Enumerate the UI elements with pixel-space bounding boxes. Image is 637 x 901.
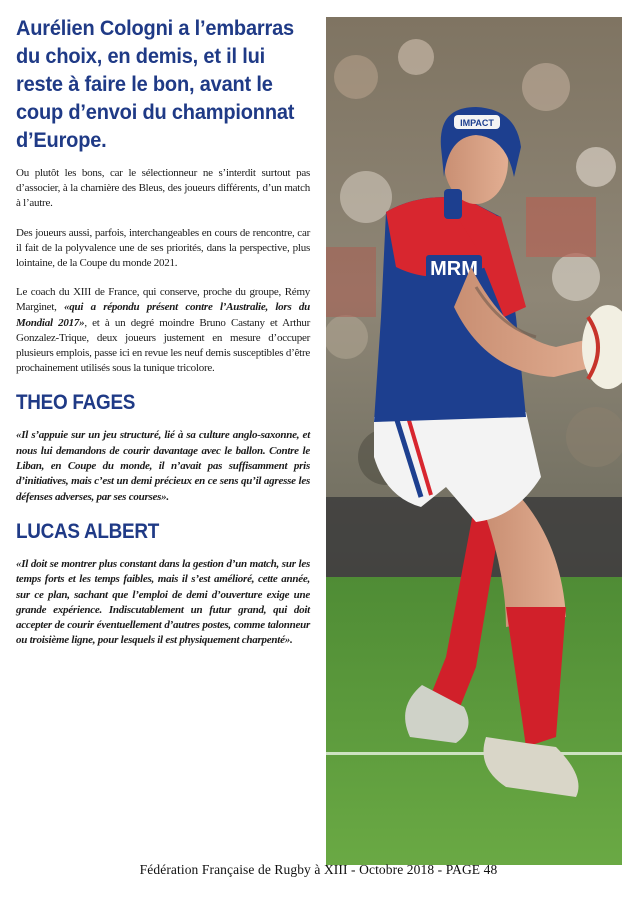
article-column (16, 14, 310, 663)
player-photo (326, 17, 622, 865)
context-paragraph: Des joueurs aussi, parfois, interchangeables en cours de rencontre, car il fait de la polyvalence une de ses priorités, dans la perspective, plus lointaine, de la Coupe du monde 2021. (16, 226, 310, 270)
coach-inline-quote: «qui a répondu présent contre l’Australie, lors du Mondial 2017» (16, 301, 310, 329)
headgear-brand-text: IMPACT (460, 118, 494, 128)
coach-text-end: , et à un degré moindre Bruno Castany et Arthur Gonzalez-Trique, deux joueurs justement en mesure d’occuper plusieurs emplois, passe ici en revue les neuf demis susceptibles d’être prochainement utilisés sous la tunique tricolore. (16, 316, 310, 375)
quote-theo-fages: «Il s’appuie sur un jeu structuré, lié à sa culture anglo-saxonne, et nous lui demandons de courir davantage avec le ballon. Contre le Liban, en Coupe du monde, il n’avait pas suffisamment pris d’initiatives, mais c’est un demi précieux en ce sens qu’il agresse les défenses adverses, par ses courses». (16, 429, 310, 503)
jersey-sponsor-text: MRM (430, 258, 478, 280)
page-footer: Fédération Française de Rugby à XIII - Octobre 2018 - PAGE 48 (139, 862, 498, 877)
section-title-theo-fages: THEO FAGES (16, 391, 136, 415)
article-headline: Aurélien Cologni a l’embarras du choix, en demis, et il lui reste à faire le bon, avant le coup d’envoi du championnat d’Europe. (16, 16, 295, 152)
coach-paragraph (16, 285, 310, 376)
coach-text-start: Le coach du XIII de France, qui conserve, proche du groupe, Rémy Marginet, (16, 286, 310, 314)
section-title-lucas-albert: LUCAS ALBERT (16, 519, 160, 543)
intro-paragraph: Ou plutôt les bons, car le sélectionneur ne s’interdit surtout pas d’associer, à la charnière des Bleus, des joueurs différents, d’un match à l’autre. (16, 167, 310, 210)
quote-lucas-albert: «Il doit se montrer plus constant dans la gestion d’un match, sur les temps forts et les temps faibles, mais il s’est amélioré, cette année, sur ce plan, sachant que l’emploi de demi d’ouverture exige une grande expérience. Indiscutablement un futur grand, qui doit accepter de courir éventuellement d’autres postes, comme talonneur ou troisième ligne, pour lesquels il est physiquement charpenté». (16, 557, 310, 647)
rugby-player-illustration (326, 17, 622, 865)
